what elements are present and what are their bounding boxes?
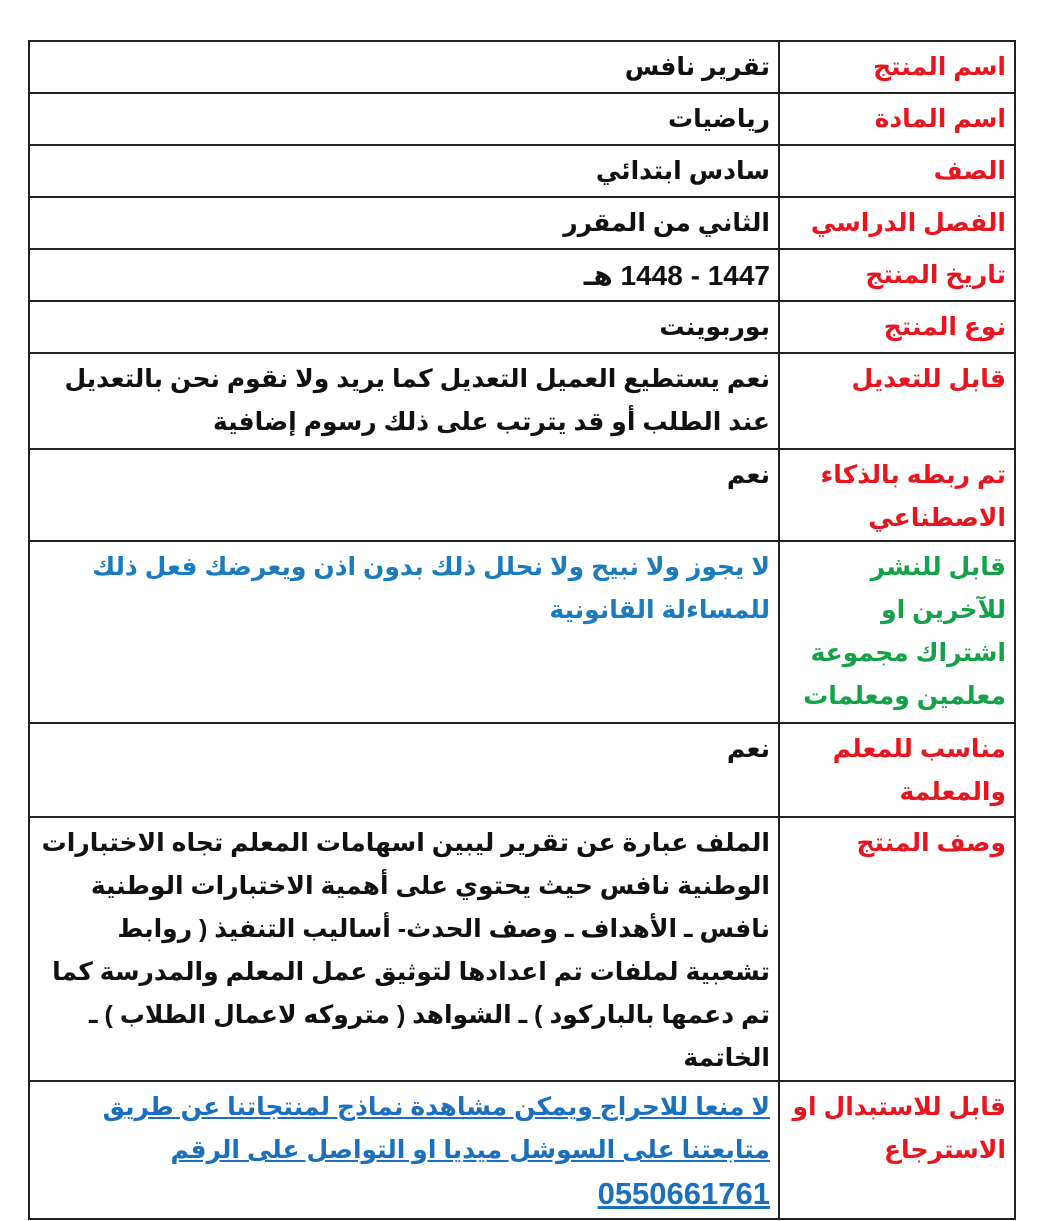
table-row [29, 541, 1015, 723]
row-value: نعم [29, 449, 779, 541]
row-value: تقرير نافس [29, 41, 779, 93]
row-label: الصف [779, 145, 1015, 197]
row-value: لا يجوز ولا نبيح ولا نحلل ذلك بدون اذن ويعرضك فعل ذلك للمساءلة القانونية [29, 541, 779, 723]
contact-link[interactable]: لا منعا للاحراج ويمكن مشاهدة نماذج لمنتجاتنا عن طريق متابعتنا على السوشل ميديا او التواصل على الرقم [102, 1093, 770, 1164]
row-label: الفصل الدراسي [779, 197, 1015, 249]
table-row [29, 1081, 1015, 1219]
row-value: بوربوينت [29, 301, 779, 353]
row-value: 1447 - 1448 هـ [29, 249, 779, 301]
row-label: مناسب للمعلم والمعلمة [779, 723, 1015, 817]
row-value: نعم [29, 723, 779, 817]
table-row [29, 249, 1015, 301]
table-row [29, 145, 1015, 197]
table-row [29, 93, 1015, 145]
row-label: قابل للتعديل [779, 353, 1015, 449]
table-row [29, 817, 1015, 1081]
table-row [29, 449, 1015, 541]
row-label: نوع المنتج [779, 301, 1015, 353]
table-row [29, 41, 1015, 93]
product-info-table [28, 40, 1016, 1220]
row-label: قابل للاستبدال او الاسترجاع [779, 1081, 1015, 1219]
row-label: اسم المنتج [779, 41, 1015, 93]
row-value: سادس ابتدائي [29, 145, 779, 197]
row-label: اسم المادة [779, 93, 1015, 145]
row-label: قابل للنشر للآخرين او اشتراك مجموعة معلمين ومعلمات [779, 541, 1015, 723]
table-row [29, 301, 1015, 353]
row-value: الملف عبارة عن تقرير ليبين اسهامات المعلم تجاه الاختبارات الوطنية نافس حيث يحتوي على أهمية الاختبارات الوطنية نافس ـ الأهداف ـ وصف الحدث- أساليب التنفيذ ( روابط تشعبية لملفات تم اعدادها لتوثيق عمل المعلم والمدرسة كما تم دعمها بالباركود ) ـ الشواهد ( متروكه لاعمال الطلاب ) ـ الخاتمة [29, 817, 779, 1081]
phone-link[interactable]: 0550661761 [597, 1176, 770, 1211]
table-row [29, 197, 1015, 249]
row-label: وصف المنتج [779, 817, 1015, 1081]
row-label: تاريخ المنتج [779, 249, 1015, 301]
table-row [29, 353, 1015, 449]
row-value [29, 1081, 779, 1219]
table-row [29, 723, 1015, 817]
row-value: نعم يستطيع العميل التعديل كما يريد ولا نقوم نحن بالتعديل عند الطلب أو قد يترتب على ذلك رسوم إضافية [29, 353, 779, 449]
row-label: تم ربطه بالذكاء الاصطناعي [779, 449, 1015, 541]
row-value: رياضيات [29, 93, 779, 145]
row-value: الثاني من المقرر [29, 197, 779, 249]
